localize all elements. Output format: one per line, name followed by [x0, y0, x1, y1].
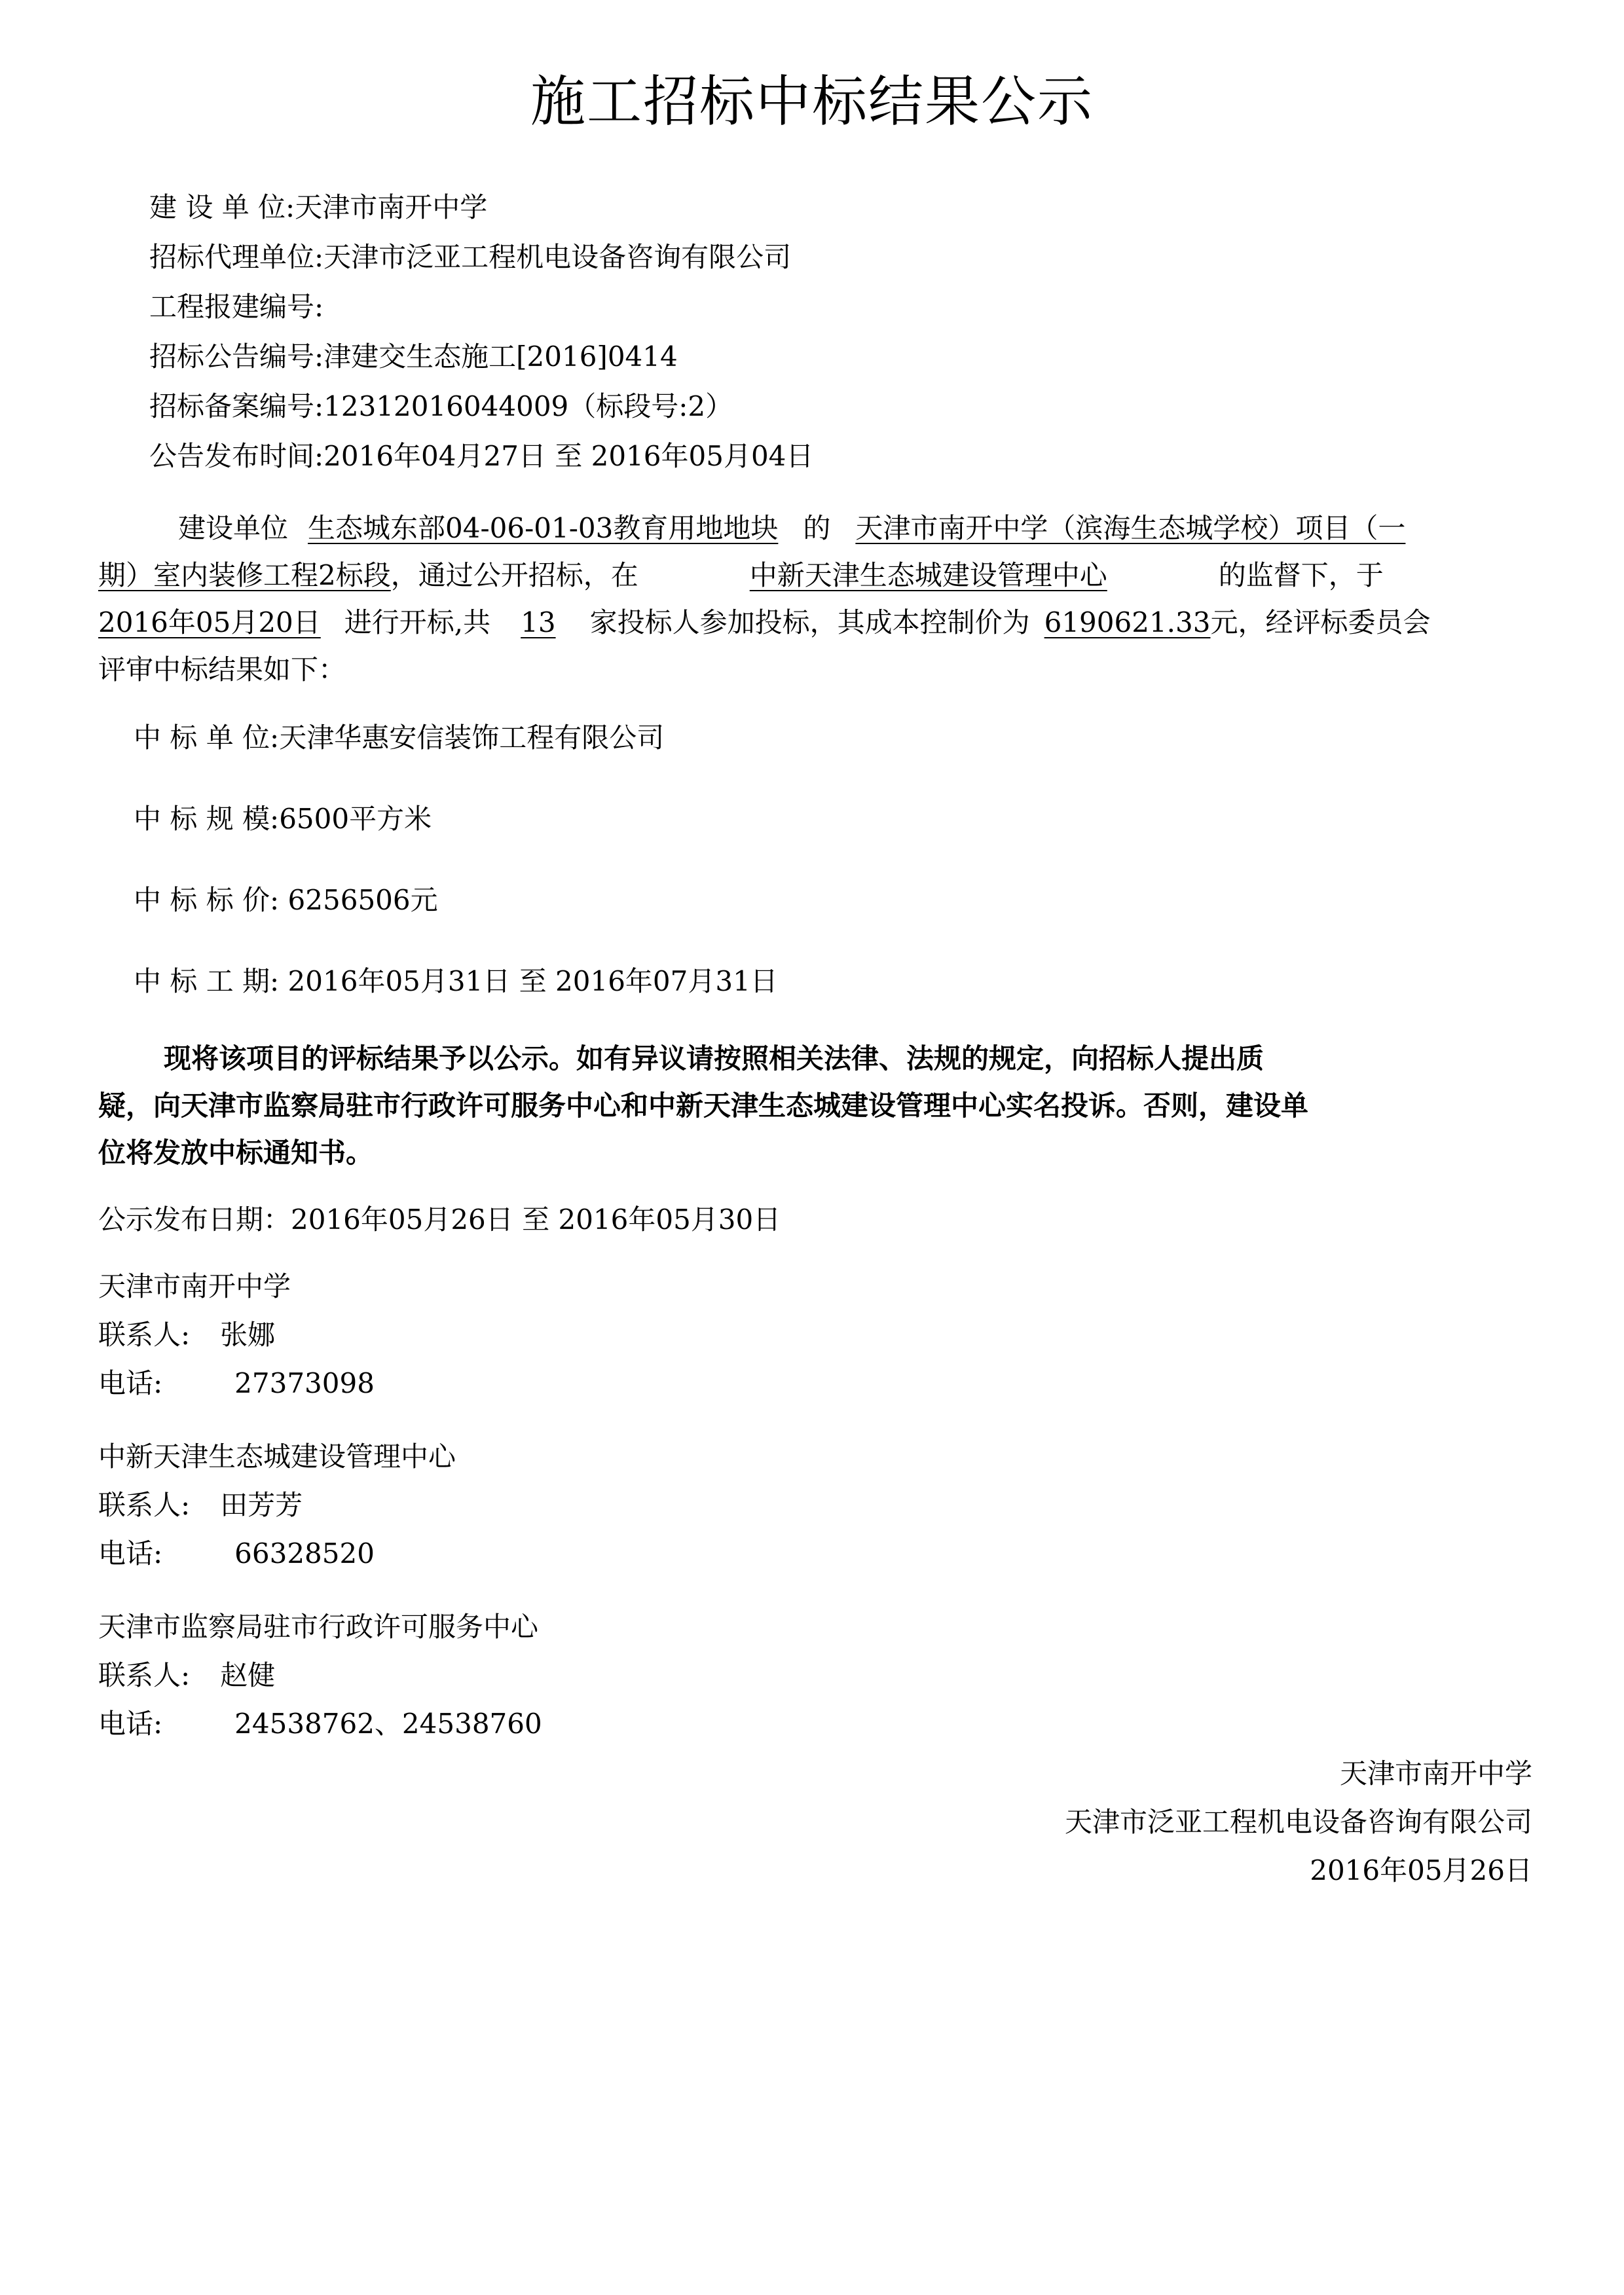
contact-phone-label: 电话:: [98, 1537, 163, 1570]
contact-phone-row: [98, 1535, 375, 1573]
contact-org: 天津市监察局驻市行政许可服务中心: [98, 1611, 539, 1643]
intro-text: 的: [803, 512, 831, 544]
contact-person: 田芳芳: [220, 1489, 303, 1521]
signature-org-1: 天津市南开中学: [1339, 1757, 1532, 1790]
header-row-registration-no: [149, 288, 323, 326]
header-row-publish-time: [149, 437, 813, 475]
header-label: 建 设 单 位:: [149, 191, 295, 223]
opening-date: 2016年05月20日: [98, 606, 321, 638]
intro-line-2: [98, 557, 1384, 595]
contact-person-row: [98, 1657, 275, 1695]
award-row-scale: [134, 800, 432, 838]
award-row-price: [134, 881, 438, 919]
award-value: 6256506元: [279, 884, 438, 916]
header-label: 招标公告编号:: [149, 340, 324, 373]
bidder-count: 13: [521, 606, 556, 638]
publish-period: 公示发布日期：2016年05月26日 至 2016年05月30日: [98, 1203, 781, 1236]
award-value: 6500平方米: [279, 803, 432, 835]
header-value: 天津市泛亚工程机电设备咨询有限公司: [323, 241, 792, 273]
intro-text: 评审中标结果如下：: [98, 653, 346, 686]
header-label: 工程报建编号:: [149, 291, 324, 323]
contact-phone-label: 电话:: [98, 1708, 163, 1740]
header-row-builder: [149, 189, 487, 227]
header-label: 招标代理单位:: [149, 241, 324, 273]
contact-person-label: 联系人:: [98, 1319, 191, 1351]
contact-phone: 24538762、24538760: [234, 1708, 542, 1740]
project-location: 生态城东部04-06-01-03教育用地地块: [308, 512, 779, 544]
award-value: 2016年05月31日 至 2016年07月31日: [279, 965, 778, 997]
header-label: 公告发布时间:: [149, 440, 324, 472]
signature-org-2: 天津市泛亚工程机电设备咨询有限公司: [1064, 1806, 1532, 1838]
cost-control-price: 6190621.33: [1044, 606, 1211, 638]
intro-text: 建设单位: [178, 512, 289, 544]
intro-line-3: [98, 604, 1430, 642]
notice-line-1: 现将该项目的评标结果予以公示。如有异议请按照相关法律、法规的规定，向招标人提出质: [164, 1042, 1264, 1074]
contact-person: 张娜: [220, 1319, 276, 1351]
contact-person-row: [98, 1316, 275, 1354]
project-name: 天津市南开中学（滨海生态城学校）项目（一: [855, 512, 1406, 544]
notice-line-2: 疑，向天津市监察局驻市行政许可服务中心和中新天津生态城建设管理中心实名投诉。否则，建设单: [98, 1090, 1309, 1122]
contact-phone: 66328520: [234, 1537, 375, 1570]
intro-text: ，通过公开招标，在: [390, 559, 638, 591]
award-label: 中 标 工 期:: [134, 965, 280, 997]
header-value: 天津市南开中学: [295, 191, 488, 223]
award-row-winner: [134, 719, 664, 757]
contact-phone-row: [98, 1365, 375, 1403]
supervisor-name: 中新天津生态城建设管理中心: [749, 559, 1107, 591]
page-title: 施工招标中标结果公示: [530, 69, 1094, 134]
contact-person-row: [98, 1486, 303, 1524]
header-row-filing-no: [149, 388, 733, 426]
header-value: 2016年04月27日 至 2016年05月04日: [323, 440, 814, 472]
header-row-agent: [149, 238, 791, 276]
intro-text: 进行开标,共: [344, 606, 491, 638]
notice-line-3: 位将发放中标通知书。: [98, 1137, 374, 1169]
contact-phone: 27373098: [234, 1367, 375, 1399]
project-name-cont: 期）室内装修工程2标段: [98, 559, 391, 591]
header-label: 招标备案编号:: [149, 390, 324, 422]
intro-line-1: [178, 509, 1405, 547]
contact-org: 天津市南开中学: [98, 1270, 291, 1302]
award-value: 天津华惠安信装饰工程有限公司: [279, 722, 665, 754]
contact-person-label: 联系人:: [98, 1659, 191, 1691]
intro-text: 的监督下，于: [1218, 559, 1384, 591]
award-row-duration: [134, 963, 778, 1001]
contact-phone-label: 电话:: [98, 1367, 163, 1399]
award-label: 中 标 单 位:: [134, 722, 280, 754]
header-value: 津建交生态施工[2016]0414: [323, 340, 678, 373]
intro-text: 元，经评标委员会: [1210, 606, 1431, 638]
award-label: 中 标 规 模:: [134, 803, 280, 835]
header-row-notice-no: [149, 338, 678, 376]
header-value: 12312016044009（标段号:2）: [323, 390, 733, 422]
signature-date: 2016年05月26日: [1310, 1854, 1532, 1886]
intro-line-4: [98, 651, 346, 689]
award-label: 中 标 标 价:: [134, 884, 280, 916]
contact-phone-row: [98, 1705, 542, 1743]
intro-text: 家投标人参加投标，其成本控制价为: [589, 606, 1030, 638]
contact-person: 赵健: [220, 1659, 276, 1691]
contact-person-label: 联系人:: [98, 1489, 191, 1521]
contact-org: 中新天津生态城建设管理中心: [98, 1441, 456, 1473]
